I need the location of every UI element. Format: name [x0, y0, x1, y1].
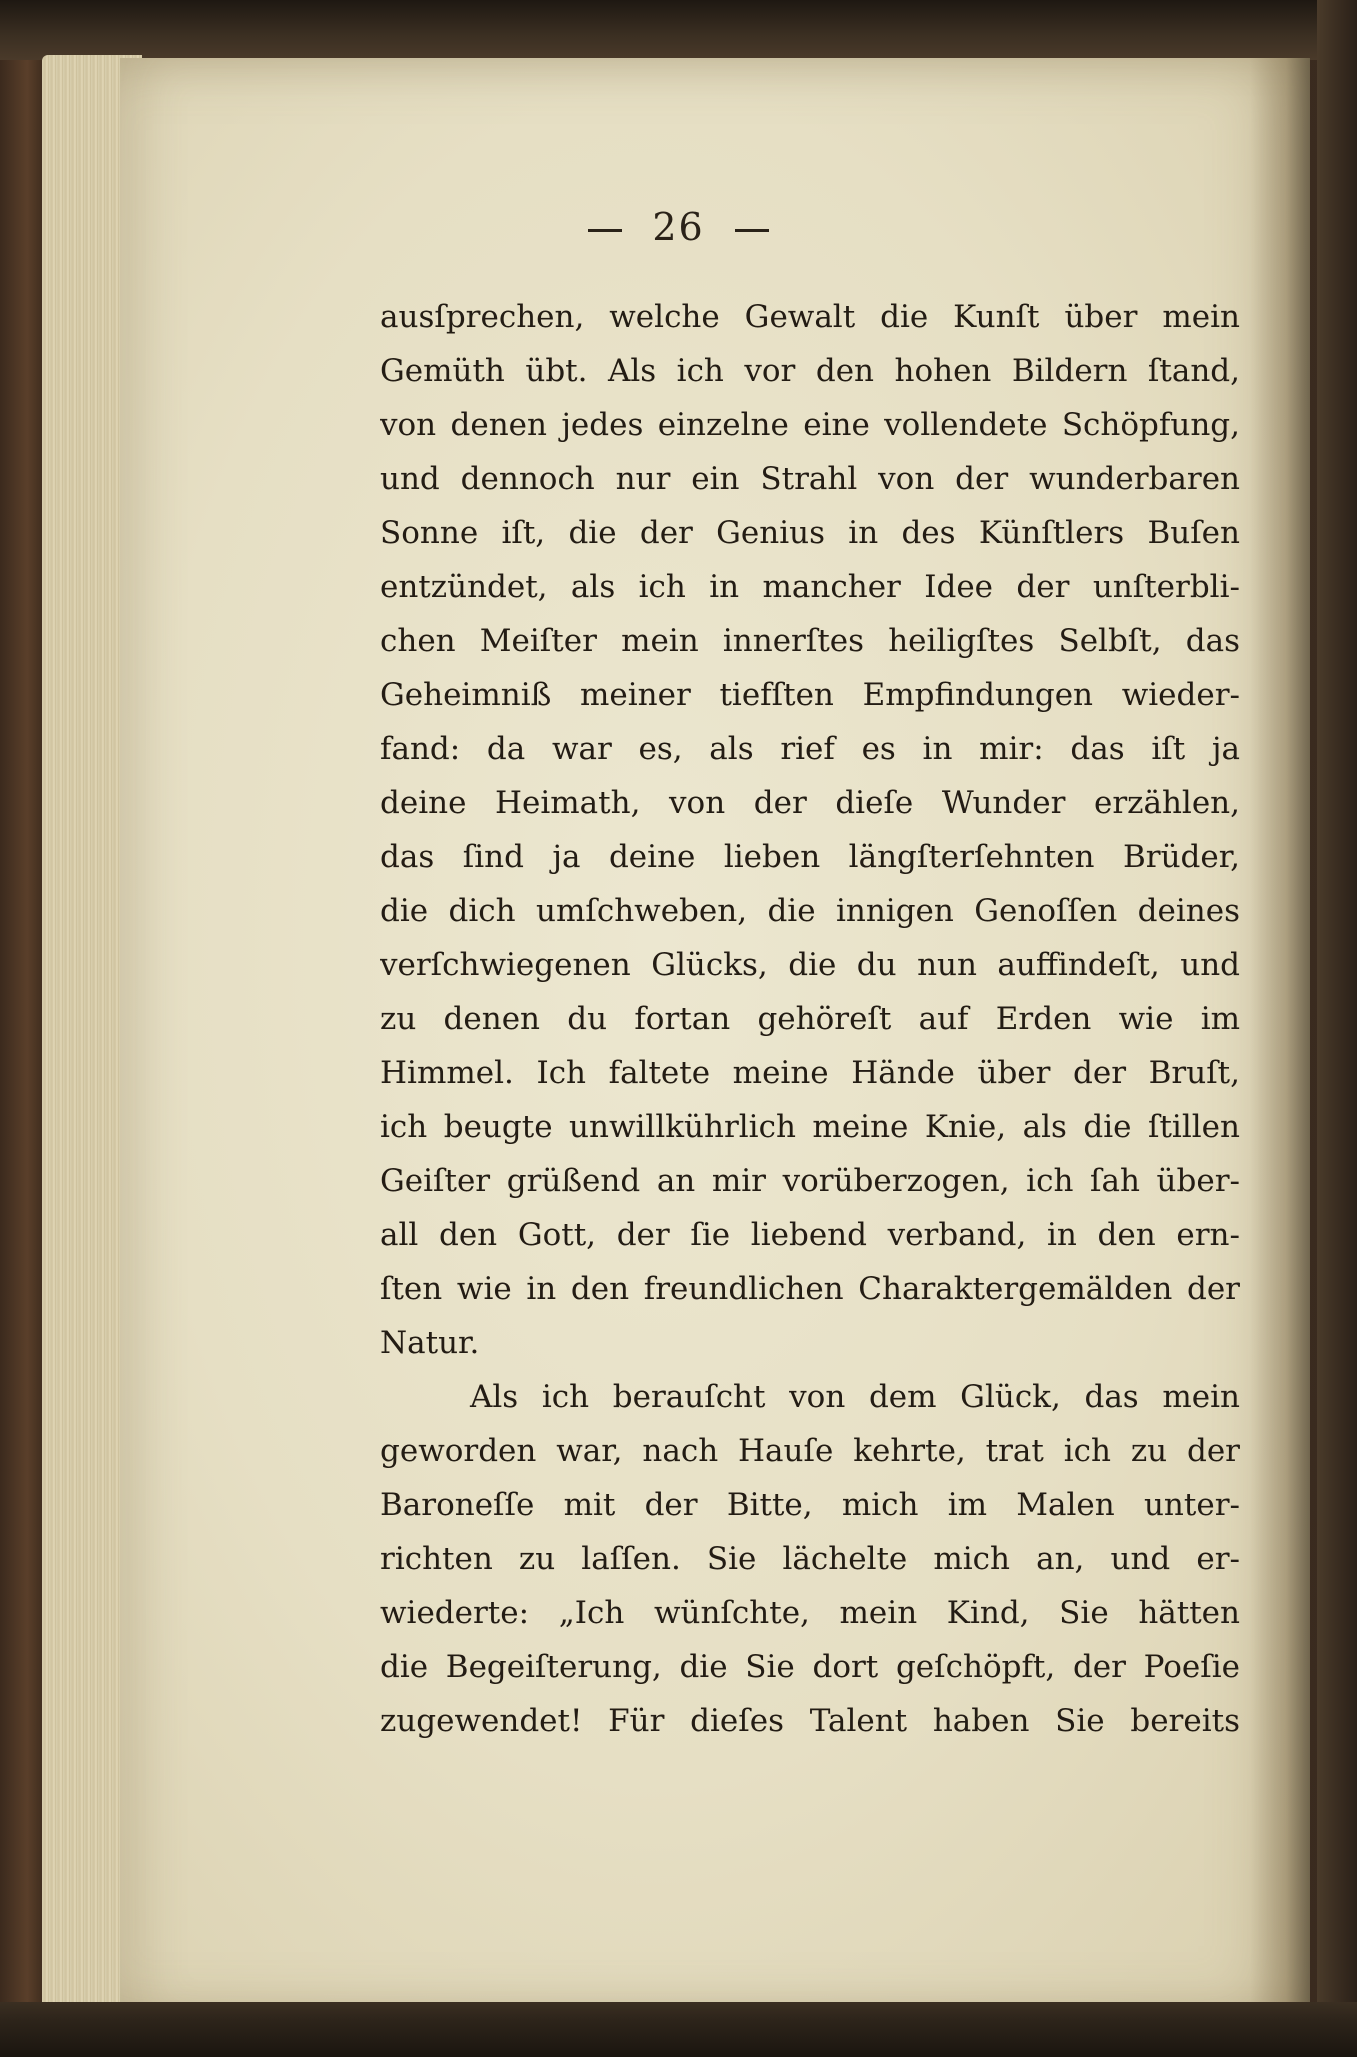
text-line: Himmel. Ich faltete meine Hände über der Bruſt, [380, 1055, 1240, 1091]
text-line: zu denen du fortan gehöreſt auf Erden wie im [380, 1001, 1240, 1037]
page-number-dash-left [588, 229, 622, 232]
text-line: ich beugte unwillkührlich meine Knie, als die ſtillen [380, 1109, 1240, 1145]
text-line-paragraph-start: Als ich berauſcht von dem Glück, das mein [470, 1379, 1240, 1415]
text-line: Baroneſſe mit der Bitte, mich im Malen unter- [380, 1487, 1240, 1523]
text-line: deine Heimath, von der dieſe Wunder erzählen, [380, 785, 1240, 821]
text-line: Sonne iſt, die der Genius in des Künſtlers Buſen [380, 515, 1240, 551]
page-number-dash-right [735, 229, 769, 232]
text-line: all den Gott, der ſie liebend verband, in den ern- [380, 1217, 1240, 1253]
body-text [380, 290, 1240, 1748]
text-line: zugewendet! Für dieſes Talent haben Sie bereits [380, 1703, 1240, 1739]
book-cover-top-edge [0, 0, 1357, 60]
page-gutter-shadow [1250, 58, 1310, 2018]
text-line: Gemüth übt. Als ich vor den hohen Bildern ſtand, [380, 353, 1240, 389]
book-cover-bottom-edge [0, 2002, 1357, 2057]
text-line: ausſprechen, welche Gewalt die Kunſt über mein [380, 299, 1240, 335]
text-line: die dich umſchweben, die innigen Genoſſen deines [380, 893, 1240, 929]
text-line: das ſind ja deine lieben längſterſehnten Brüder, [380, 839, 1240, 875]
text-line: wiederte: „Ich wünſchte, mein Kind, Sie hätten [380, 1595, 1240, 1631]
text-line: und dennoch nur ein Strahl von der wunderbaren [380, 461, 1240, 497]
text-line: die Begeiſterung, die Sie dort geſchöpft, der Poeſie [380, 1649, 1240, 1685]
text-line: von denen jedes einzelne eine vollendete Schöpfung, [380, 407, 1240, 443]
text-line: ſten wie in den freundlichen Charaktergemälden der [380, 1271, 1240, 1307]
book-cover-right-edge [1317, 0, 1357, 2057]
text-line: verſchwiegenen Glücks, die du nun auffindeſt, und [380, 947, 1240, 983]
page-number-header [0, 205, 1357, 249]
text-line: Geheimniß meiner tiefſten Empfindungen wieder- [380, 677, 1240, 713]
text-line-paragraph-end: Natur. [380, 1325, 480, 1361]
page-number: 26 [652, 205, 705, 249]
text-line: chen Meiſter mein innerſtes heiligſtes Selbſt, das [380, 623, 1240, 659]
text-line: geworden war, nach Hauſe kehrte, trat ich zu der [380, 1433, 1240, 1469]
text-line: fand: da war es, als rief es in mir: das iſt ja [380, 731, 1240, 767]
text-line: entzündet, als ich in mancher Idee der unſterbli- [380, 569, 1240, 605]
text-line: richten zu laſſen. Sie lächelte mich an, und er- [380, 1541, 1240, 1577]
text-line: Geiſter grüßend an mir vorüberzogen, ich ſah über- [380, 1163, 1240, 1199]
